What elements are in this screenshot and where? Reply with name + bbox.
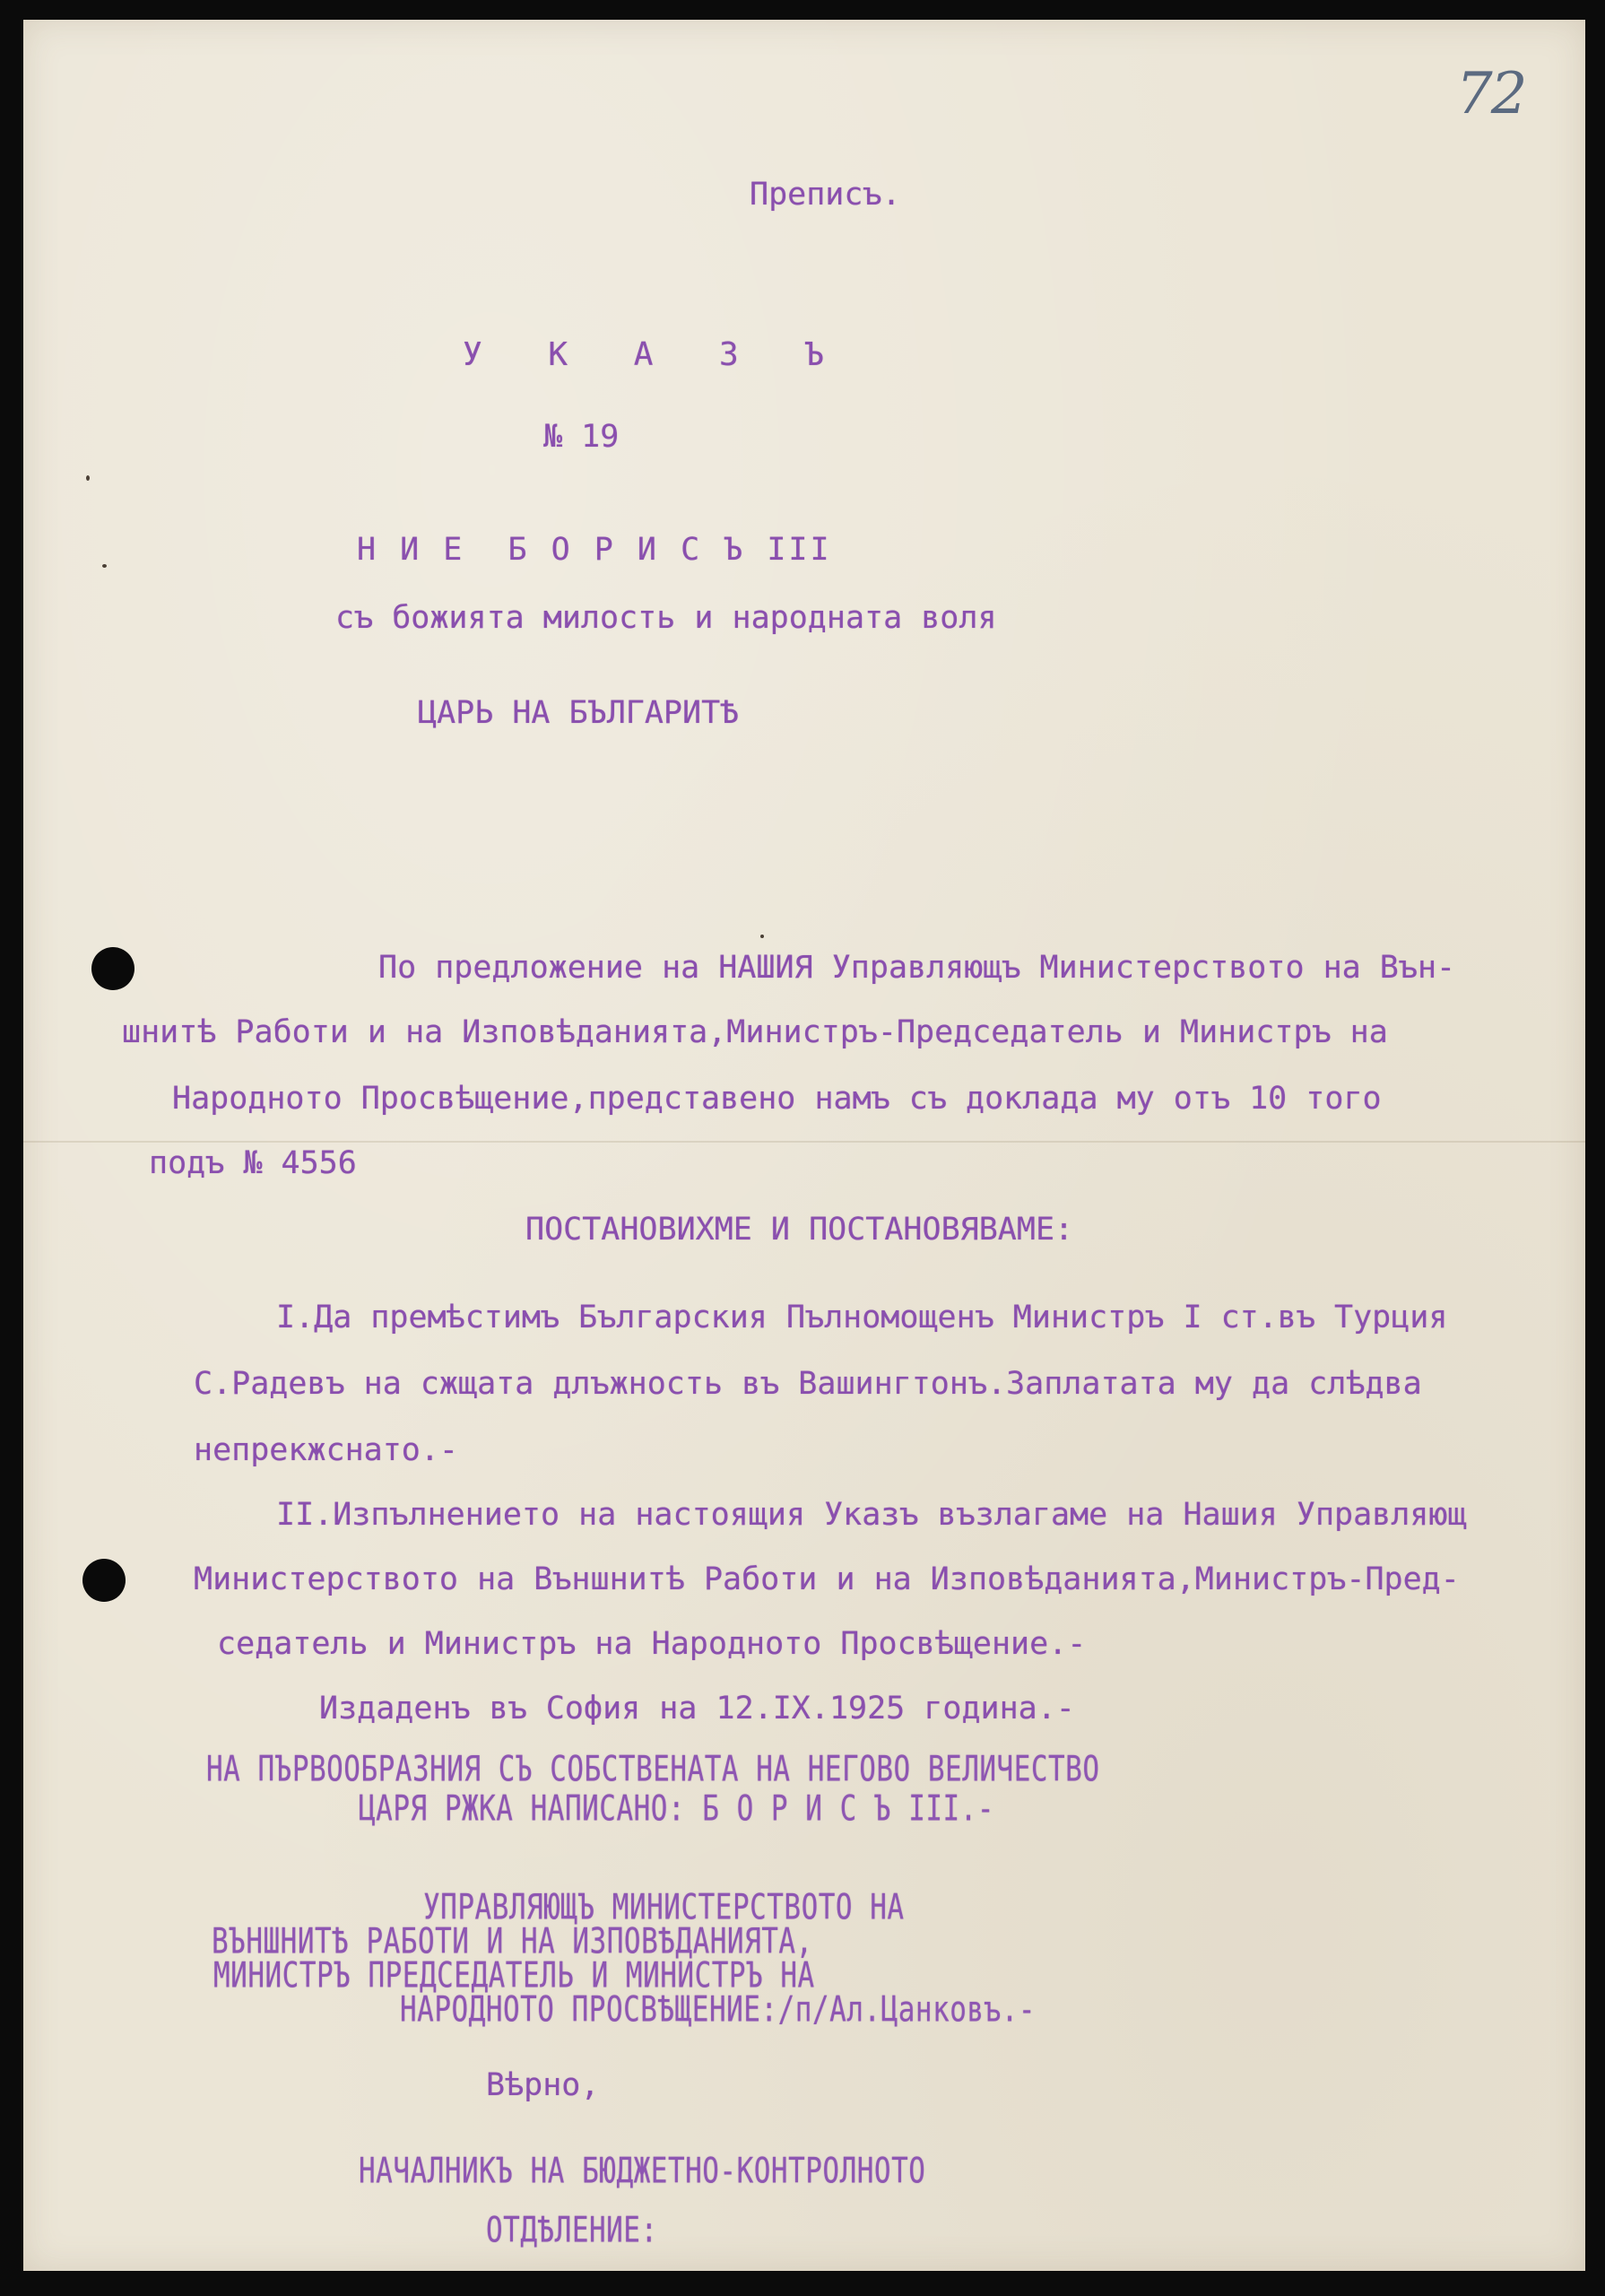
article-line: С.Радевъ на сжщата длъжность въ Вашингтонъ.Заплатата му да слѣдва: [194, 1366, 1422, 1402]
paper-fold-line: [23, 1141, 1585, 1143]
article-line: непрекжснато.-: [194, 1432, 459, 1468]
decree-title: У К А З Ъ: [463, 336, 848, 373]
handwritten-page-number: 72: [1456, 61, 1526, 127]
article-line: I.Да премѣстимъ Българския Пълномощенъ Министръ I ст.въ Турция: [276, 1300, 1448, 1335]
paper-speck: [86, 475, 90, 481]
preamble-line: шнитѣ Работи и на Изповѣданията,Министръ-Председатель и Министръ на: [122, 1014, 1388, 1050]
article-line: седатель и Министръ на Народното Просвѣщение.-: [217, 1626, 1087, 1662]
original-note-line: НА ПЪРВООБРАЗНИЯ СЪ СОБСТВЕНАТА НА НЕГОВО ВЕЛИЧЕСТВО: [206, 1749, 1100, 1790]
countersign-line: ВЪНШНИТѢ РАБОТИ И НА ИЗПОВѢДАНИЯТА,: [212, 1921, 813, 1962]
preamble-line: подъ № 4556: [149, 1145, 357, 1181]
article-line: II.Изпълнението на настоящия Указъ възлагаме на Нашия Управляющ: [276, 1497, 1467, 1533]
monarch-title: ЦАРЬ НА БЪЛГАРИТѢ: [418, 695, 740, 731]
preamble-line: По предложение на НАШИЯ Управляющъ Министерството на Вън-: [378, 950, 1456, 986]
preamble-line: Народното Просвѣщение,представено намъ съ доклада му отъ 10 того: [172, 1081, 1382, 1117]
monarch-name: Н И Е Б О Р И С Ъ III: [357, 532, 832, 568]
punch-hole-lower: [82, 1559, 126, 1602]
chief-title-line: НАЧАЛНИКЪ НА БЮДЖЕТНО-КОНТРОЛНОТО: [359, 2151, 926, 2192]
issued-line: Издаденъ въ София на 12.IX.1925 година.-: [319, 1691, 1075, 1726]
true-copy-label: Вѣрно,: [486, 2067, 600, 2103]
punch-hole-upper: [91, 947, 134, 990]
decree-number: № 19: [543, 419, 620, 455]
original-note-line: ЦАРЯ РЖКА НАПИСАНО: Б О Р И С Ъ III.-: [359, 1788, 995, 1830]
countersign-line: МИНИСТРЪ ПРЕДСЕДАТЕЛЬ И МИНИСТРЪ НА: [213, 1955, 815, 1996]
resolution-heading: ПОСТАНОВИХМЕ И ПОСТАНОВЯВАМЕ:: [525, 1212, 1074, 1248]
paper-speck: [760, 935, 764, 938]
copy-label: Преписъ.: [750, 177, 901, 213]
paper-speck: [102, 564, 107, 568]
grace-line: съ божията милость и народната воля: [335, 600, 997, 636]
countersign-line: УПРАВЛЯЮЩЪ МИНИСТЕРСТВОТО НА: [423, 1887, 905, 1928]
countersign-line: НАРОДНОТО ПРОСВѢЩЕНИЕ:/п/Ал.Цанковъ.-: [400, 1989, 1037, 2031]
document-sheet: [23, 20, 1585, 2271]
article-line: Министерството на Външнитѣ Работи и на Изповѣданията,Министръ-Пред-: [194, 1561, 1460, 1597]
chief-title-line: ОТДѢЛЕНИЕ:: [486, 2210, 658, 2251]
